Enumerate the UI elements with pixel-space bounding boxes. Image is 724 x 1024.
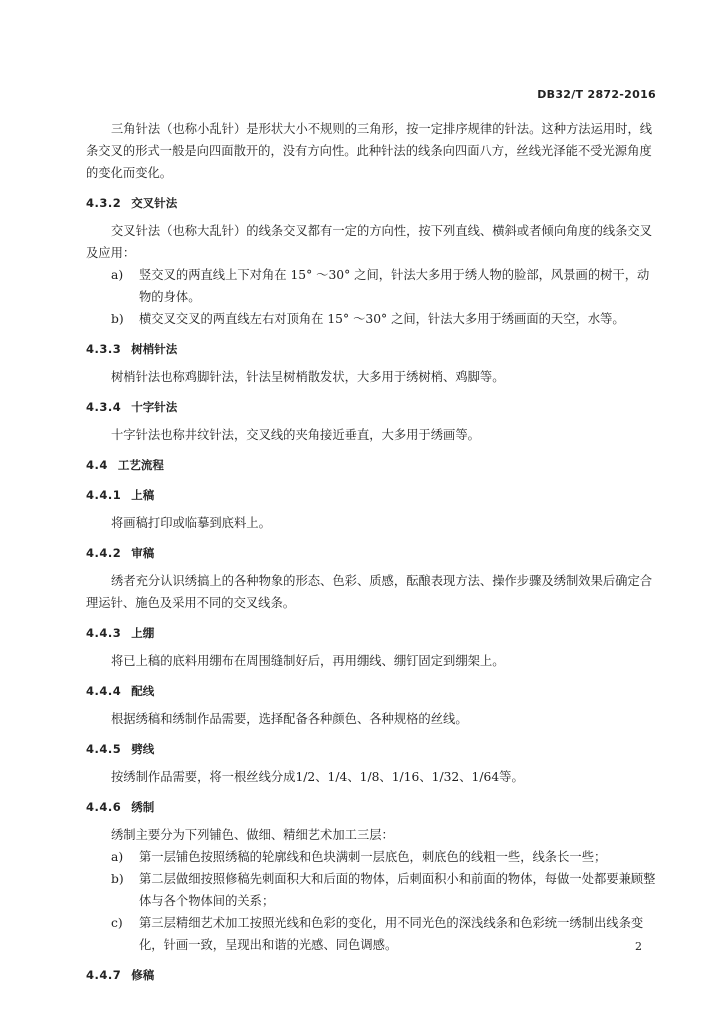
- document-body: [86, 118, 660, 992]
- section-number: 4.4.7: [86, 968, 122, 982]
- section-number: 4.3.2: [86, 196, 122, 210]
- intro-paragraph: 三角针法（也称小乱针）是形状大小不规则的三角形，按一定排序规律的针法。这种方法运用时，线条交叉的形式一般是向四面散开的，没有方向性。此种针法的线条向四面八方，丝线光泽能不受光源角度的变化而变化。: [86, 122, 653, 180]
- section-paragraph: 绣者充分认识绣搞上的各种物象的形态、色彩、质感，酝酿表现方法、操作步骤及绣制效果后确定合理运针、施色及采用不同的交叉线条。: [86, 574, 653, 610]
- section-title: 树梢针法: [131, 342, 178, 356]
- section-title: 审稿: [131, 546, 155, 560]
- page-number: 2: [635, 940, 642, 953]
- section-paragraph: 将画稿打印或临摹到底料上。: [111, 516, 271, 530]
- section-title: 工艺流程: [117, 458, 164, 472]
- section-number: 4.4.5: [86, 742, 122, 756]
- section-paragraph: 绣制主要分为下列铺色、做细、精细艺术加工三层：: [111, 828, 394, 842]
- section-title: 修稿: [131, 968, 155, 982]
- section-paragraph: 根据绣稿和绣制作品需要，选择配备各种颜色、各种规格的丝线。: [111, 712, 468, 726]
- section-heading-4-3-4: [86, 396, 660, 418]
- section-heading-4-4: [86, 454, 660, 476]
- standard-code: DB32/T 2872-2016: [537, 88, 656, 101]
- section-title: 配线: [131, 684, 155, 698]
- section-title: 上稿: [131, 488, 155, 502]
- section-heading-4-3-3: [86, 338, 660, 360]
- section-number: 4.3.4: [86, 400, 122, 414]
- list-marker: a): [111, 850, 124, 864]
- section-heading-4-4-3: [86, 622, 660, 644]
- section-title: 劈线: [131, 742, 155, 756]
- list-item-text: 第一层铺色按照绣稿的轮廓线和色块满刺一层底色，刺底色的线粗一些，线条长一些；: [139, 850, 607, 864]
- section-paragraph: 将已上稿的底料用绷布在周围缝制好后，再用绷线、绷钉固定到绷架上。: [111, 654, 505, 668]
- list-marker: b): [111, 872, 124, 886]
- section-number: 4.4.1: [86, 488, 122, 502]
- list-item: [86, 868, 660, 912]
- section-heading-4-4-4: [86, 680, 660, 702]
- section-heading-4-3-2: [86, 192, 660, 214]
- section-heading-4-4-7: [86, 964, 660, 986]
- section-number: 4.4: [86, 458, 108, 472]
- list-item: [86, 308, 660, 330]
- section-heading-4-4-5: [86, 738, 660, 760]
- section-heading-4-4-2: [86, 542, 660, 564]
- list-marker: b): [111, 312, 124, 326]
- list-item: [86, 912, 660, 956]
- list-marker: c): [111, 916, 123, 930]
- list-item: [86, 264, 660, 308]
- section-number: 4.4.3: [86, 626, 122, 640]
- list-item-text: 第二层做细按照修稿先刺面积大和后面的物体，后刺面积小和前面的物体，每做一处都要兼顾整体与各个物体间的关系；: [139, 872, 656, 908]
- section-title: 十字针法: [131, 400, 178, 414]
- section-number: 4.4.4: [86, 684, 122, 698]
- section-paragraph: 交叉针法（也称大乱针）的线条交叉都有一定的方向性，按下列直线、横斜或者倾向角度的线条交叉及应用：: [86, 224, 653, 260]
- list-item-text: 第三层精细艺术加工按照光线和色彩的变化，用不同光色的深浅线条和色彩统一绣制出线条变化，针画一致，呈现出和谐的光感、同色调感。: [139, 916, 644, 952]
- section-title: 交叉针法: [131, 196, 178, 210]
- section-heading-4-4-1: [86, 484, 660, 506]
- section-number: 4.4.6: [86, 800, 122, 814]
- section-paragraph: 按绣制作品需要，将一根丝线分成1/2、1/4、1/8、1/16、1/32、1/64等。: [111, 770, 524, 784]
- list-marker: a): [111, 268, 124, 282]
- section-paragraph: 十字针法也称井纹针法，交叉线的夹角接近垂直，大多用于绣画等。: [111, 428, 480, 442]
- section-title: 上绷: [131, 626, 155, 640]
- list-item: [86, 846, 660, 868]
- section-paragraph: 树梢针法也称鸡脚针法，针法呈树梢散发状，大多用于绣树梢、鸡脚等。: [111, 370, 505, 384]
- list-item-text: 横交叉交叉的两直线左右对顶角在 15° ～30° 之间，针法大多用于绣画面的天空，水等。: [139, 312, 625, 326]
- section-heading-4-4-6: [86, 796, 660, 818]
- section-number: 4.4.2: [86, 546, 122, 560]
- section-title: 绣制: [131, 800, 155, 814]
- list-item-text: 竖交叉的两直线上下对角在 15° ～30° 之间，针法大多用于绣人物的脸部，风景画的树干，动物的身体。: [139, 268, 650, 304]
- section-number: 4.3.3: [86, 342, 122, 356]
